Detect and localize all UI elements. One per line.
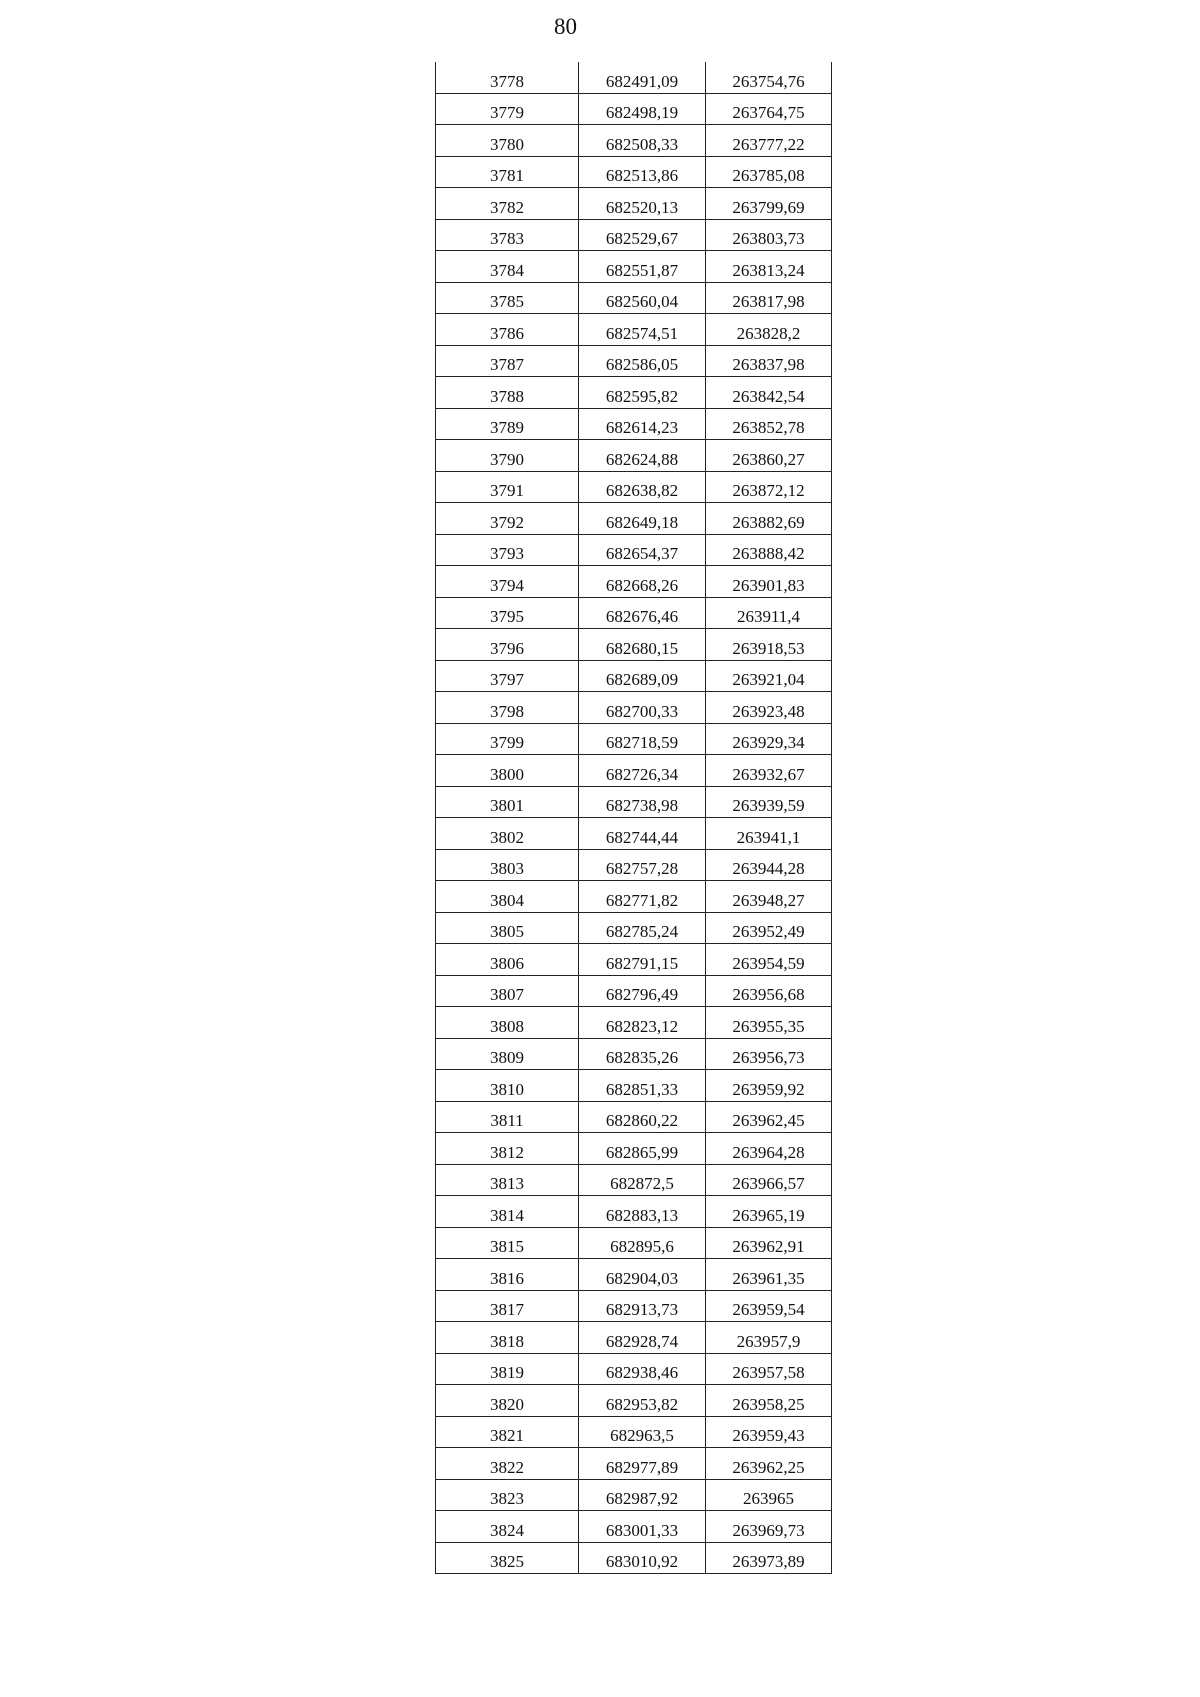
x-coordinate-cell: 682744,44	[579, 818, 706, 850]
x-coordinate-cell: 682676,46	[579, 597, 706, 629]
y-coordinate-cell: 263754,76	[706, 62, 832, 93]
y-coordinate-cell: 263962,25	[706, 1448, 832, 1480]
table-row	[436, 692, 832, 724]
point-number-cell: 3783	[436, 219, 579, 251]
x-coordinate-cell: 682614,23	[579, 408, 706, 440]
point-number-cell: 3819	[436, 1353, 579, 1385]
x-coordinate-cell: 682913,73	[579, 1290, 706, 1322]
x-coordinate-cell: 682771,82	[579, 881, 706, 913]
point-number-cell: 3784	[436, 251, 579, 283]
point-number-cell: 3817	[436, 1290, 579, 1322]
table-row	[436, 786, 832, 818]
x-coordinate-cell: 682586,05	[579, 345, 706, 377]
y-coordinate-cell: 263817,98	[706, 282, 832, 314]
point-number-cell: 3821	[436, 1416, 579, 1448]
table-row	[436, 755, 832, 787]
point-number-cell: 3806	[436, 944, 579, 976]
table-row	[436, 282, 832, 314]
coordinates-table-body	[436, 62, 832, 1574]
point-number-cell: 3811	[436, 1101, 579, 1133]
table-row	[436, 1196, 832, 1228]
x-coordinate-cell: 682624,88	[579, 440, 706, 472]
point-number-cell: 3780	[436, 125, 579, 157]
point-number-cell: 3796	[436, 629, 579, 661]
point-number-cell: 3788	[436, 377, 579, 409]
point-number-cell: 3824	[436, 1511, 579, 1543]
table-row	[436, 534, 832, 566]
point-number-cell: 3802	[436, 818, 579, 850]
x-coordinate-cell: 682700,33	[579, 692, 706, 724]
y-coordinate-cell: 263957,58	[706, 1353, 832, 1385]
y-coordinate-cell: 263828,2	[706, 314, 832, 346]
x-coordinate-cell: 682654,37	[579, 534, 706, 566]
table-row	[436, 188, 832, 220]
x-coordinate-cell: 682560,04	[579, 282, 706, 314]
table-row	[436, 818, 832, 850]
x-coordinate-cell: 682595,82	[579, 377, 706, 409]
y-coordinate-cell: 263929,34	[706, 723, 832, 755]
x-coordinate-cell: 682738,98	[579, 786, 706, 818]
table-row	[436, 912, 832, 944]
y-coordinate-cell: 263956,68	[706, 975, 832, 1007]
x-coordinate-cell: 683001,33	[579, 1511, 706, 1543]
point-number-cell: 3816	[436, 1259, 579, 1291]
table-row	[436, 314, 832, 346]
y-coordinate-cell: 263944,28	[706, 849, 832, 881]
y-coordinate-cell: 263961,35	[706, 1259, 832, 1291]
point-number-cell: 3814	[436, 1196, 579, 1228]
point-number-cell: 3791	[436, 471, 579, 503]
y-coordinate-cell: 263918,53	[706, 629, 832, 661]
x-coordinate-cell: 682823,12	[579, 1007, 706, 1039]
x-coordinate-cell: 682796,49	[579, 975, 706, 1007]
table-row	[436, 345, 832, 377]
point-number-cell: 3794	[436, 566, 579, 598]
y-coordinate-cell: 263842,54	[706, 377, 832, 409]
point-number-cell: 3809	[436, 1038, 579, 1070]
y-coordinate-cell: 263956,73	[706, 1038, 832, 1070]
y-coordinate-cell: 263911,4	[706, 597, 832, 629]
table-row	[436, 219, 832, 251]
point-number-cell: 3810	[436, 1070, 579, 1102]
table-row	[436, 471, 832, 503]
x-coordinate-cell: 682529,67	[579, 219, 706, 251]
y-coordinate-cell: 263955,35	[706, 1007, 832, 1039]
y-coordinate-cell: 263939,59	[706, 786, 832, 818]
y-coordinate-cell: 263948,27	[706, 881, 832, 913]
point-number-cell: 3789	[436, 408, 579, 440]
x-coordinate-cell: 682883,13	[579, 1196, 706, 1228]
point-number-cell: 3798	[436, 692, 579, 724]
table-row	[436, 723, 832, 755]
x-coordinate-cell: 682757,28	[579, 849, 706, 881]
point-number-cell: 3813	[436, 1164, 579, 1196]
point-number-cell: 3787	[436, 345, 579, 377]
point-number-cell: 3800	[436, 755, 579, 787]
point-number-cell: 3785	[436, 282, 579, 314]
x-coordinate-cell: 682689,09	[579, 660, 706, 692]
point-number-cell: 3803	[436, 849, 579, 881]
y-coordinate-cell: 263962,45	[706, 1101, 832, 1133]
y-coordinate-cell: 263954,59	[706, 944, 832, 976]
y-coordinate-cell: 263785,08	[706, 156, 832, 188]
y-coordinate-cell: 263932,67	[706, 755, 832, 787]
y-coordinate-cell: 263799,69	[706, 188, 832, 220]
table-row	[436, 1164, 832, 1196]
y-coordinate-cell: 263965,19	[706, 1196, 832, 1228]
y-coordinate-cell: 263777,22	[706, 125, 832, 157]
x-coordinate-cell: 682928,74	[579, 1322, 706, 1354]
x-coordinate-cell: 682953,82	[579, 1385, 706, 1417]
table-row	[436, 125, 832, 157]
point-number-cell: 3822	[436, 1448, 579, 1480]
table-row	[436, 1416, 832, 1448]
x-coordinate-cell: 682904,03	[579, 1259, 706, 1291]
point-number-cell: 3782	[436, 188, 579, 220]
table-row	[436, 156, 832, 188]
x-coordinate-cell: 682963,5	[579, 1416, 706, 1448]
x-coordinate-cell: 682860,22	[579, 1101, 706, 1133]
x-coordinate-cell: 682513,86	[579, 156, 706, 188]
point-number-cell: 3805	[436, 912, 579, 944]
point-number-cell: 3823	[436, 1479, 579, 1511]
table-row	[436, 1259, 832, 1291]
table-row	[436, 1353, 832, 1385]
table-row	[436, 1007, 832, 1039]
y-coordinate-cell: 263973,89	[706, 1542, 832, 1574]
y-coordinate-cell: 263923,48	[706, 692, 832, 724]
table-row	[436, 377, 832, 409]
table-row	[436, 1133, 832, 1165]
table-row	[436, 62, 832, 93]
x-coordinate-cell: 682987,92	[579, 1479, 706, 1511]
y-coordinate-cell: 263941,1	[706, 818, 832, 850]
point-number-cell: 3825	[436, 1542, 579, 1574]
y-coordinate-cell: 263965	[706, 1479, 832, 1511]
point-number-cell: 3792	[436, 503, 579, 535]
y-coordinate-cell: 263966,57	[706, 1164, 832, 1196]
x-coordinate-cell: 682791,15	[579, 944, 706, 976]
table-row	[436, 1511, 832, 1543]
table-row	[436, 881, 832, 913]
table-row	[436, 408, 832, 440]
y-coordinate-cell: 263962,91	[706, 1227, 832, 1259]
table-row	[436, 629, 832, 661]
x-coordinate-cell: 682851,33	[579, 1070, 706, 1102]
x-coordinate-cell: 682638,82	[579, 471, 706, 503]
table-row	[436, 1227, 832, 1259]
point-number-cell: 3812	[436, 1133, 579, 1165]
table-row	[436, 1542, 832, 1574]
x-coordinate-cell: 682574,51	[579, 314, 706, 346]
point-number-cell: 3820	[436, 1385, 579, 1417]
table-row	[436, 849, 832, 881]
point-number-cell: 3793	[436, 534, 579, 566]
point-number-cell: 3786	[436, 314, 579, 346]
table-row	[436, 660, 832, 692]
table-row	[436, 1038, 832, 1070]
x-coordinate-cell: 682938,46	[579, 1353, 706, 1385]
x-coordinate-cell: 682491,09	[579, 62, 706, 93]
x-coordinate-cell: 682726,34	[579, 755, 706, 787]
y-coordinate-cell: 263837,98	[706, 345, 832, 377]
y-coordinate-cell: 263957,9	[706, 1322, 832, 1354]
y-coordinate-cell: 263952,49	[706, 912, 832, 944]
table-row	[436, 1070, 832, 1102]
point-number-cell: 3801	[436, 786, 579, 818]
x-coordinate-cell: 682785,24	[579, 912, 706, 944]
y-coordinate-cell: 263958,25	[706, 1385, 832, 1417]
point-number-cell: 3815	[436, 1227, 579, 1259]
y-coordinate-cell: 263764,75	[706, 93, 832, 125]
y-coordinate-cell: 263872,12	[706, 471, 832, 503]
y-coordinate-cell: 263921,04	[706, 660, 832, 692]
table-row	[436, 503, 832, 535]
table-row	[436, 251, 832, 283]
point-number-cell: 3804	[436, 881, 579, 913]
point-number-cell: 3790	[436, 440, 579, 472]
table-row	[436, 1479, 832, 1511]
y-coordinate-cell: 263969,73	[706, 1511, 832, 1543]
table-row	[436, 93, 832, 125]
x-coordinate-cell: 682649,18	[579, 503, 706, 535]
x-coordinate-cell: 682551,87	[579, 251, 706, 283]
y-coordinate-cell: 263813,24	[706, 251, 832, 283]
y-coordinate-cell: 263901,83	[706, 566, 832, 598]
table-row	[436, 1322, 832, 1354]
y-coordinate-cell: 263882,69	[706, 503, 832, 535]
point-number-cell: 3781	[436, 156, 579, 188]
y-coordinate-cell: 263852,78	[706, 408, 832, 440]
y-coordinate-cell: 263964,28	[706, 1133, 832, 1165]
y-coordinate-cell: 263959,43	[706, 1416, 832, 1448]
table-row	[436, 1385, 832, 1417]
table-row	[436, 440, 832, 472]
table-row	[436, 1101, 832, 1133]
x-coordinate-cell: 682520,13	[579, 188, 706, 220]
point-number-cell: 3778	[436, 62, 579, 93]
table-row	[436, 975, 832, 1007]
table-row	[436, 597, 832, 629]
x-coordinate-cell: 682865,99	[579, 1133, 706, 1165]
x-coordinate-cell: 682668,26	[579, 566, 706, 598]
x-coordinate-cell: 682977,89	[579, 1448, 706, 1480]
table-row	[436, 1290, 832, 1322]
y-coordinate-cell: 263888,42	[706, 534, 832, 566]
point-number-cell: 3799	[436, 723, 579, 755]
point-number-cell: 3808	[436, 1007, 579, 1039]
point-number-cell: 3797	[436, 660, 579, 692]
table-row	[436, 944, 832, 976]
y-coordinate-cell: 263860,27	[706, 440, 832, 472]
x-coordinate-cell: 682872,5	[579, 1164, 706, 1196]
y-coordinate-cell: 263959,92	[706, 1070, 832, 1102]
x-coordinate-cell: 682895,6	[579, 1227, 706, 1259]
x-coordinate-cell: 682680,15	[579, 629, 706, 661]
point-number-cell: 3818	[436, 1322, 579, 1354]
point-number-cell: 3807	[436, 975, 579, 1007]
y-coordinate-cell: 263803,73	[706, 219, 832, 251]
y-coordinate-cell: 263959,54	[706, 1290, 832, 1322]
x-coordinate-cell: 682835,26	[579, 1038, 706, 1070]
table-row	[436, 1448, 832, 1480]
x-coordinate-cell: 682508,33	[579, 125, 706, 157]
table-row	[436, 566, 832, 598]
page-number: 80	[554, 14, 577, 39]
point-number-cell: 3795	[436, 597, 579, 629]
point-number-cell: 3779	[436, 93, 579, 125]
x-coordinate-cell: 683010,92	[579, 1542, 706, 1574]
coordinates-table	[435, 62, 832, 1574]
x-coordinate-cell: 682718,59	[579, 723, 706, 755]
x-coordinate-cell: 682498,19	[579, 93, 706, 125]
